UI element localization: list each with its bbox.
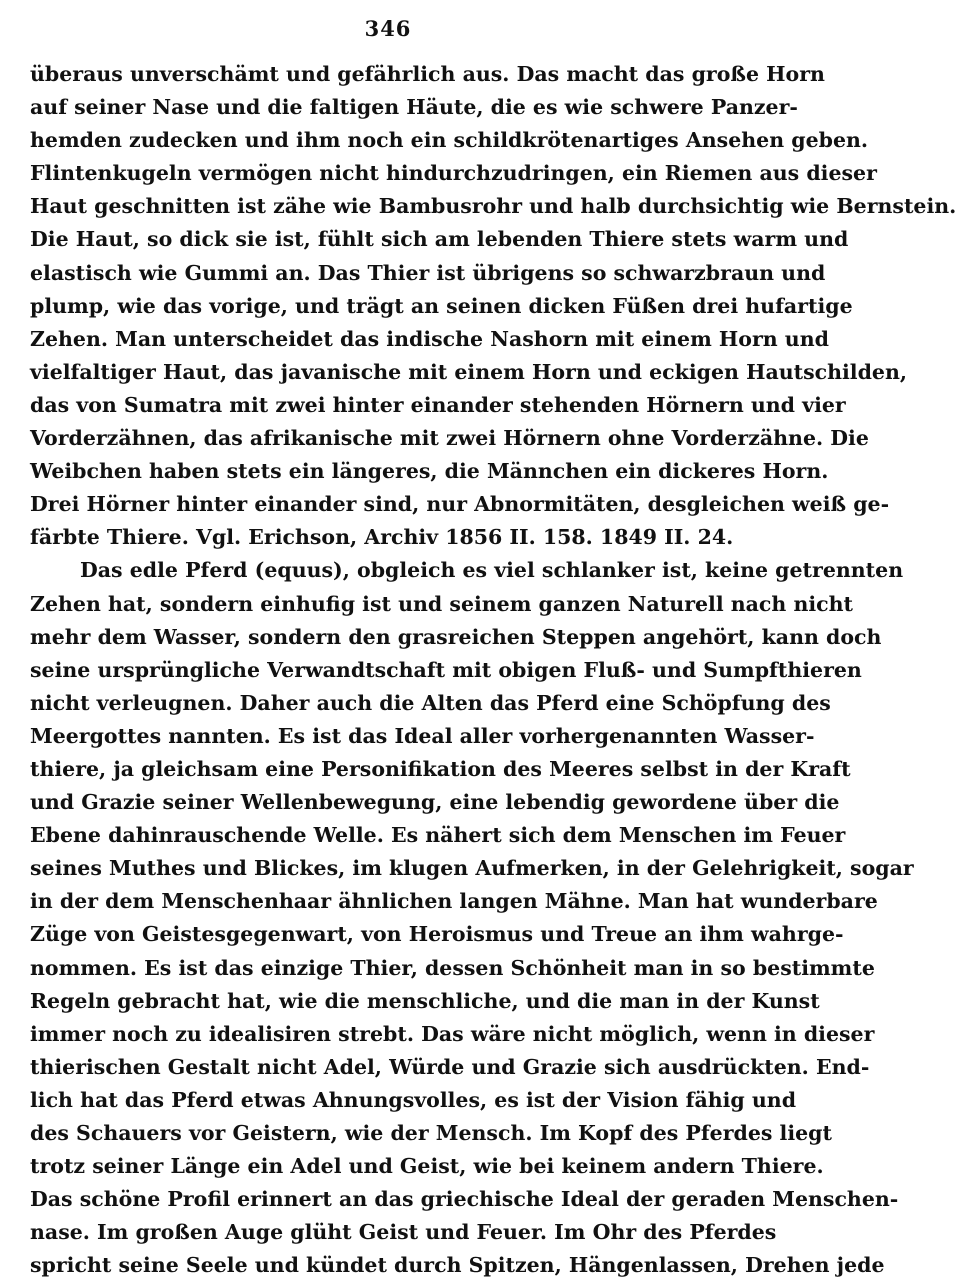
- text-line: Vorderzähnen, das afrikanische mit zwei Hörnern ohne Vorderzähne. Die: [30, 426, 869, 451]
- text-line: überaus unverschämt und gefährlich aus. Das macht das große Horn: [30, 62, 825, 86]
- text-line: färbte Thiere. Vgl. Erichson, Archiv 1856 II. 158. 1849 II. 24.: [30, 525, 734, 550]
- text-line: nicht verleugnen. Daher auch die Alten das Pferd eine Schöpfung des: [30, 690, 831, 715]
- text-line: immer noch zu idealisiren strebt. Das wäre nicht möglich, wenn in dieser: [30, 1021, 875, 1046]
- text-line: in der dem Menschenhaar ähnlichen langen Mähne. Man hat wunderbare: [30, 889, 878, 914]
- text-line: mehr dem Wasser, sondern den grasreichen Steppen angehört, kann doch: [30, 624, 882, 649]
- text-line: Weibchen haben stets ein längeres, die Männchen ein dickeres Horn.: [30, 459, 829, 484]
- text-line: Meergottes nannten. Es ist das Ideal aller vorhergenannten Wasser-: [30, 723, 815, 748]
- text-line: hemden zudecken und ihm noch ein schildkrötenartiges Ansehen geben.: [30, 128, 869, 153]
- text-line: plump, wie das vorige, und trägt an seinen dicken Füßen drei hufartige: [30, 293, 853, 318]
- page-number: 346: [364, 16, 412, 41]
- body-text: [30, 58, 956, 1282]
- text-line: nase. Im großen Auge glüht Geist und Feuer. Im Ohr des Pferdes: [30, 1220, 777, 1245]
- text-line: auf seiner Nase und die faltigen Häute, die es wie schwere Panzer-: [30, 95, 798, 120]
- text-line: und Grazie seiner Wellenbewegung, eine lebendig gewordene über die: [30, 790, 840, 815]
- text-line: Zehen. Man unterscheidet das indische Nashorn mit einem Horn und: [30, 326, 829, 351]
- text-line: nommen. Es ist das einzige Thier, dessen Schönheit man in so bestimmte: [30, 955, 875, 980]
- text-line: seines Muthes und Blickes, im klugen Aufmerken, in der Gelehrigkeit, sogar: [30, 856, 914, 881]
- text-line: Flintenkugeln vermögen nicht hindurchzudringen, ein Riemen aus dieser: [30, 161, 877, 186]
- text-line: Ebene dahinrauschende Welle. Es nähert sich dem Menschen im Feuer: [30, 823, 846, 848]
- paragraph-start-line: Das edle Pferd (equus), obgleich es viel schlanker ist, keine getrennten: [80, 558, 904, 583]
- text-line: des Schauers vor Geistern, wie der Mensch. Im Kopf des Pferdes liegt: [30, 1121, 832, 1145]
- text-line: Regeln gebracht hat, wie die menschliche, und die man in der Kunst: [30, 988, 820, 1013]
- text-line: thierischen Gestalt nicht Adel, Würde und Grazie sich ausdrückten. End-: [30, 1054, 870, 1079]
- text-line: lich hat das Pferd etwas Ahnungsvolles, es ist der Vision fähig und: [30, 1087, 797, 1112]
- text-line: das von Sumatra mit zwei hinter einander stehenden Hörnern und vier: [30, 392, 846, 417]
- text-line: thiere, ja gleichsam eine Personifikation des Meeres selbst in der Kraft: [30, 756, 851, 781]
- text-line: Züge von Geistesgegenwart, von Heroismus und Treue an ihm wahrge-: [30, 922, 844, 947]
- text-line: Zehen hat, sondern einhufig ist und seinem ganzen Naturell nach nicht: [30, 591, 854, 616]
- text-line: trotz seiner Länge ein Adel und Geist, wie bei keinem andern Thiere.: [30, 1154, 824, 1179]
- text-line: Die Haut, so dick sie ist, fühlt sich am lebenden Thiere stets warm und: [30, 227, 849, 252]
- text-line: seine ursprüngliche Verwandtschaft mit obigen Fluß- und Sumpfthieren: [30, 657, 862, 682]
- text-line: spricht seine Seele und kündet durch Spitzen, Hängenlassen, Drehen jede: [30, 1253, 885, 1278]
- text-line: Drei Hörner hinter einander sind, nur Abnormitäten, desgleichen weiß ge-: [30, 492, 890, 517]
- text-line: Das schöne Profil erinnert an das griechische Ideal der geraden Menschen-: [30, 1187, 899, 1212]
- text-line: elastisch wie Gummi an. Das Thier ist übrigens so schwarzbraun und: [30, 260, 826, 285]
- text-line: vielfaltiger Haut, das javanische mit einem Horn und eckigen Hautschilden,: [30, 359, 908, 384]
- text-line: Haut geschnitten ist zähe wie Bambusrohr und halb durchsichtig wie Bernstein.: [30, 194, 956, 219]
